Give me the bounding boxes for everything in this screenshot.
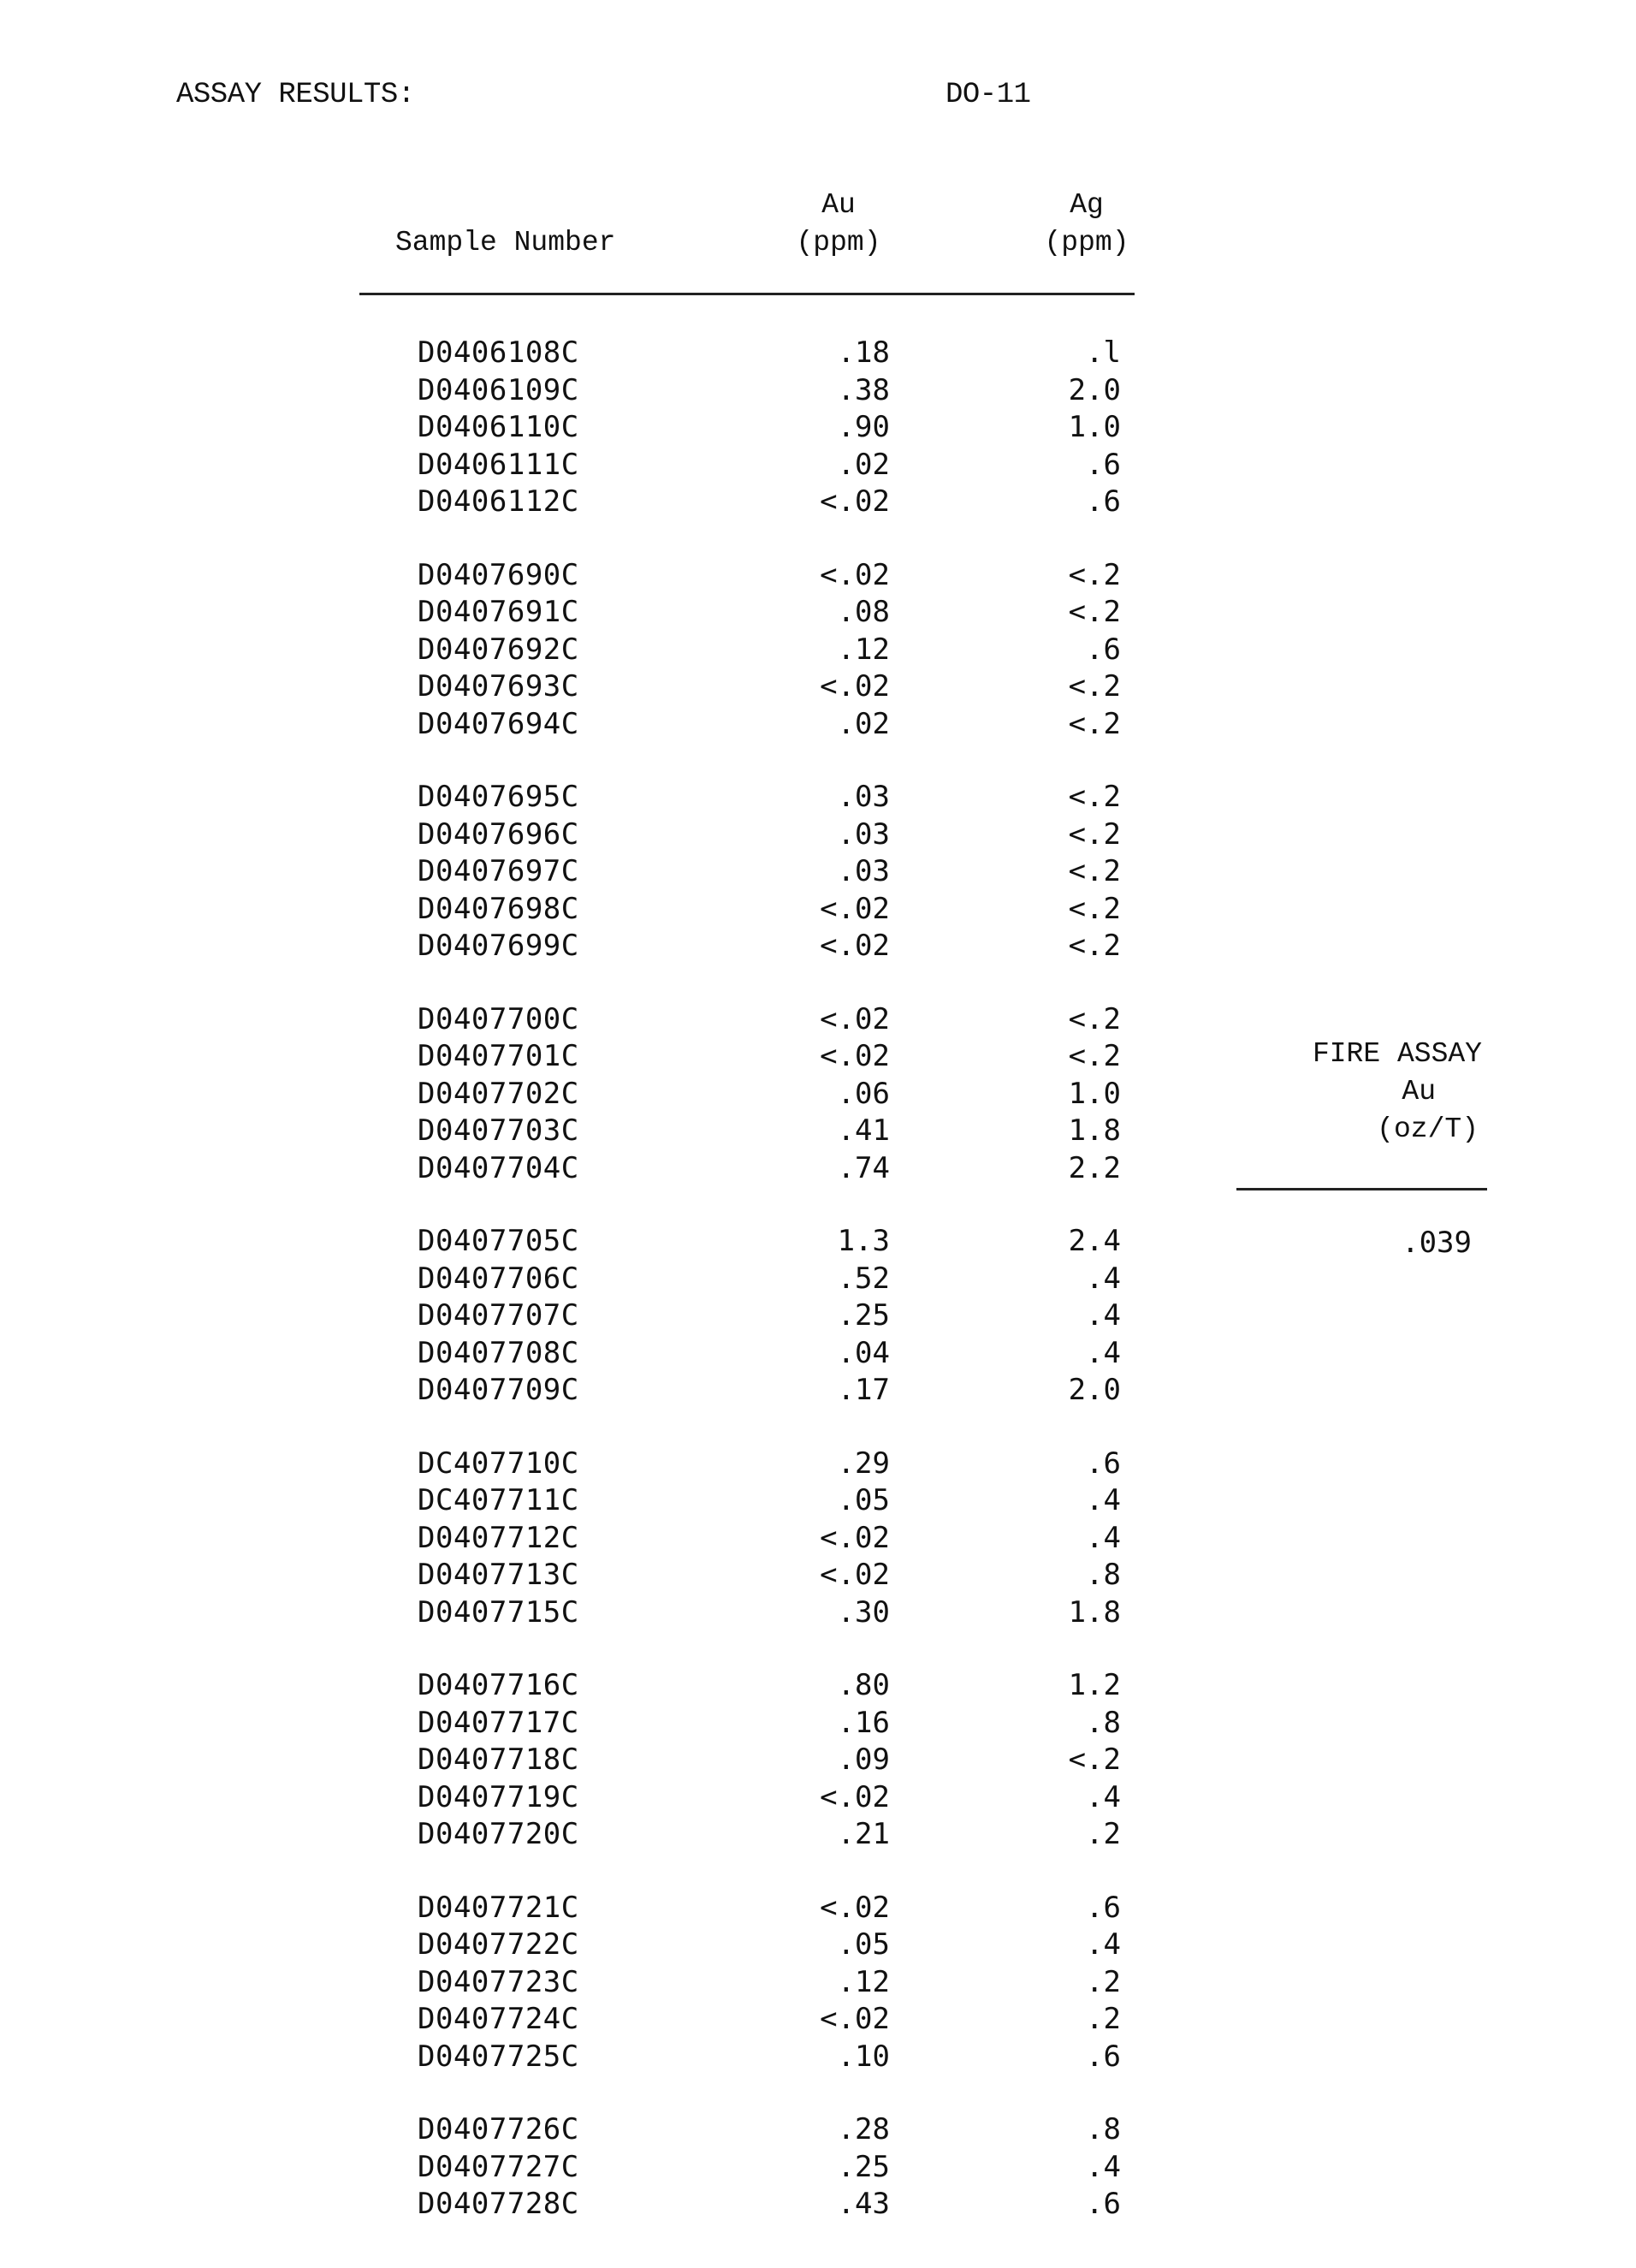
table-row <box>0 1371 1198 1409</box>
table-row <box>0 2185 1198 2223</box>
fire-assay-element: Au <box>1402 1076 1436 1107</box>
ag-value: .2 <box>1086 2002 1121 2036</box>
sample-number: D0407701C <box>418 1039 579 1073</box>
au-value: <.02 <box>820 669 890 704</box>
sample-number: D0406109C <box>418 372 579 407</box>
ag-value: .6 <box>1086 632 1121 667</box>
fire-assay-divider <box>1236 1188 1487 1190</box>
au-value: .04 <box>837 1335 890 1370</box>
ag-value: <.2 <box>1068 929 1121 963</box>
table-row <box>0 1815 1198 1853</box>
table-row <box>0 1556 1198 1594</box>
table-row <box>0 1926 1198 1963</box>
au-value: .12 <box>837 1964 890 1999</box>
fire-assay-header <box>1232 1036 1489 1149</box>
au-value: .90 <box>837 410 890 444</box>
au-value: <.02 <box>820 1520 890 1555</box>
sample-number: D0407723C <box>418 1964 579 1999</box>
au-value: .09 <box>837 1743 890 1777</box>
table-row <box>0 1037 1198 1075</box>
sample-number: D0407706C <box>418 1261 579 1296</box>
ag-value: .4 <box>1086 1335 1121 1370</box>
sample-number: D0407726C <box>418 2112 579 2146</box>
sample-number: D0407694C <box>418 706 579 741</box>
au-value: .74 <box>837 1150 890 1185</box>
ag-value: 1.0 <box>1068 410 1121 444</box>
sample-number: D0407717C <box>418 1705 579 1740</box>
au-value: .25 <box>837 2149 890 2184</box>
table-row <box>0 1222 1198 1260</box>
sample-number: D0407718C <box>418 1743 579 1777</box>
table-row <box>0 1778 1198 1816</box>
sample-number: D0406112C <box>418 484 579 519</box>
table-row <box>0 2148 1198 2186</box>
au-value: <.02 <box>820 1001 890 1036</box>
ag-value: <.2 <box>1068 891 1121 926</box>
table-row <box>0 446 1198 484</box>
au-value: .41 <box>837 1113 890 1148</box>
column-header-ag-unit: (ppm) <box>1044 227 1129 258</box>
fire-assay-value: .039 <box>1402 1226 1472 1260</box>
sample-number: D0407704C <box>418 1150 579 1185</box>
au-value: <.02 <box>820 1890 890 1925</box>
ag-value: 2.0 <box>1068 1373 1121 1407</box>
ag-value: <.2 <box>1068 1039 1121 1073</box>
table-row <box>0 2111 1198 2148</box>
sample-number: D0407700C <box>418 1001 579 1036</box>
table-row <box>0 1297 1198 1334</box>
table-row <box>0 593 1198 631</box>
sample-number: D0407716C <box>418 1668 579 1702</box>
au-value: .03 <box>837 854 890 888</box>
table-row <box>0 556 1198 594</box>
au-value: .80 <box>837 1668 890 1702</box>
table-row <box>0 1000 1198 1038</box>
au-value: <.02 <box>820 891 890 926</box>
ag-value: <.2 <box>1068 595 1121 629</box>
document-id: DO-11 <box>945 79 1031 111</box>
ag-value: .2 <box>1086 1817 1121 1851</box>
sample-number: D0407697C <box>418 854 579 888</box>
au-value: .17 <box>837 1373 890 1407</box>
table-row <box>0 371 1198 409</box>
ag-value: .l <box>1086 335 1121 370</box>
ag-value: .4 <box>1086 1483 1121 1517</box>
au-value: .06 <box>837 1076 890 1111</box>
column-header-au-element: Au <box>821 189 856 221</box>
sample-number: D0407699C <box>418 929 579 963</box>
table-row <box>0 631 1198 668</box>
table-row <box>0 852 1198 890</box>
ag-value: <.2 <box>1068 1743 1121 1777</box>
ag-value: .4 <box>1086 1261 1121 1296</box>
page-title: ASSAY RESULTS: <box>176 79 415 111</box>
ag-value: .6 <box>1086 2187 1121 2221</box>
sample-number: D0407692C <box>418 632 579 667</box>
table-row <box>0 1594 1198 1631</box>
au-value: <.02 <box>820 484 890 519</box>
sample-number: D0407725C <box>418 2039 579 2074</box>
sample-number: D0407696C <box>418 816 579 852</box>
au-value: <.02 <box>820 929 890 963</box>
sample-number: D0406110C <box>418 410 579 444</box>
au-value: .05 <box>837 1483 890 1517</box>
table-row <box>0 2038 1198 2075</box>
sample-number: D0407719C <box>418 1779 579 1814</box>
ag-value: 2.0 <box>1068 372 1121 407</box>
table-row <box>0 1963 1198 2001</box>
table-row <box>0 705 1198 743</box>
sample-number: D0407690C <box>418 557 579 592</box>
sample-number: D0407691C <box>418 595 579 629</box>
column-header-sample-label: Sample Number <box>395 227 616 258</box>
au-value: .02 <box>837 706 890 741</box>
au-value: .43 <box>837 2187 890 2221</box>
table-row <box>0 334 1198 371</box>
ag-value: 1.2 <box>1068 1668 1121 1702</box>
table-row <box>0 1334 1198 1372</box>
ag-value: <.2 <box>1068 816 1121 852</box>
table-row <box>0 1260 1198 1297</box>
table-row <box>0 816 1198 853</box>
table-row <box>0 408 1198 446</box>
ag-value: .6 <box>1086 484 1121 519</box>
au-value: .10 <box>837 2039 890 2074</box>
ag-value: .6 <box>1086 1446 1121 1481</box>
table-row <box>0 927 1198 965</box>
ag-value: <.2 <box>1068 706 1121 741</box>
ag-value: .4 <box>1086 1520 1121 1555</box>
table-row <box>0 1445 1198 1482</box>
au-value: .05 <box>837 1927 890 1962</box>
fire-assay-unit: (oz/T) <box>1377 1113 1479 1145</box>
ag-value: .2 <box>1086 1964 1121 1999</box>
sample-number: D0407720C <box>418 1817 579 1851</box>
ag-value: <.2 <box>1068 780 1121 814</box>
sample-number: D0407698C <box>418 891 579 926</box>
table-row <box>0 1112 1198 1149</box>
table-row <box>0 2000 1198 2038</box>
sample-number: D0407712C <box>418 1520 579 1555</box>
sample-number: DC407710C <box>418 1446 579 1481</box>
au-value: .12 <box>837 632 890 667</box>
sample-number: D0407722C <box>418 1927 579 1962</box>
sample-number: D0407713C <box>418 1558 579 1592</box>
ag-value: .4 <box>1086 1779 1121 1814</box>
au-value: .18 <box>837 335 890 370</box>
au-value: .08 <box>837 595 890 629</box>
au-value: .02 <box>837 447 890 482</box>
ag-value: <.2 <box>1068 669 1121 704</box>
ag-value: 1.8 <box>1068 1594 1121 1630</box>
ag-value: <.2 <box>1068 557 1121 592</box>
sample-number: D0407728C <box>418 2187 579 2221</box>
table-row <box>0 1075 1198 1113</box>
au-value: .38 <box>837 372 890 407</box>
ag-value: .4 <box>1086 1298 1121 1333</box>
column-header-au-unit: (ppm) <box>796 227 881 258</box>
fire-assay-title: FIRE ASSAY <box>1312 1038 1482 1070</box>
sample-number: D0407703C <box>418 1113 579 1148</box>
ag-value: <.2 <box>1068 854 1121 888</box>
sample-number: D0407705C <box>418 1224 579 1258</box>
au-value: <.02 <box>820 1558 890 1592</box>
sample-number: D0407721C <box>418 1890 579 1925</box>
table-row <box>0 668 1198 705</box>
ag-value: 2.4 <box>1068 1224 1121 1258</box>
table-row <box>0 1519 1198 1557</box>
sample-number: DC407711C <box>418 1483 579 1517</box>
ag-value: .4 <box>1086 1927 1121 1962</box>
table-row <box>0 890 1198 928</box>
ag-value: 1.8 <box>1068 1113 1121 1148</box>
table-row <box>0 1704 1198 1742</box>
sample-number: D0406111C <box>418 447 579 482</box>
au-value: .52 <box>837 1261 890 1296</box>
au-value: .21 <box>837 1817 890 1851</box>
ag-value: .8 <box>1086 2112 1121 2146</box>
au-value: <.02 <box>820 1039 890 1073</box>
ag-value: 1.0 <box>1068 1076 1121 1111</box>
table-row <box>0 483 1198 520</box>
au-value: <.02 <box>820 557 890 592</box>
sample-number: D0407709C <box>418 1373 579 1407</box>
au-value: .29 <box>837 1446 890 1481</box>
ag-value: .6 <box>1086 447 1121 482</box>
sample-number: D0407715C <box>418 1594 579 1630</box>
ag-value: <.2 <box>1068 1001 1121 1036</box>
ag-value: .6 <box>1086 1890 1121 1925</box>
ag-value: .8 <box>1086 1705 1121 1740</box>
table-row <box>0 1741 1198 1778</box>
table-row <box>0 778 1198 816</box>
ag-value: 2.2 <box>1068 1150 1121 1185</box>
sample-number: D0406108C <box>418 335 579 370</box>
au-value: .28 <box>837 2112 890 2146</box>
table-row <box>0 1666 1198 1704</box>
au-value: .25 <box>837 1298 890 1333</box>
au-value: .30 <box>837 1594 890 1630</box>
au-value: <.02 <box>820 1779 890 1814</box>
ag-value: .4 <box>1086 2149 1121 2184</box>
au-value: .03 <box>837 780 890 814</box>
table-row <box>0 1149 1198 1187</box>
table-row <box>0 1889 1198 1927</box>
sample-number: D0407727C <box>418 2149 579 2184</box>
sample-number: D0407695C <box>418 780 579 814</box>
au-value: 1.3 <box>837 1224 890 1258</box>
sample-number: D0407724C <box>418 2002 579 2036</box>
ag-value: .6 <box>1086 2039 1121 2074</box>
sample-number: D0407693C <box>418 669 579 704</box>
table-row <box>0 1481 1198 1519</box>
column-header-ag-element: Ag <box>1070 189 1104 221</box>
au-value: <.02 <box>820 2002 890 2036</box>
au-value: .16 <box>837 1705 890 1740</box>
sample-number: D0407702C <box>418 1076 579 1111</box>
sample-number: D0407708C <box>418 1335 579 1370</box>
au-value: .03 <box>837 816 890 852</box>
ag-value: .8 <box>1086 1558 1121 1592</box>
sample-number: D0407707C <box>418 1298 579 1333</box>
